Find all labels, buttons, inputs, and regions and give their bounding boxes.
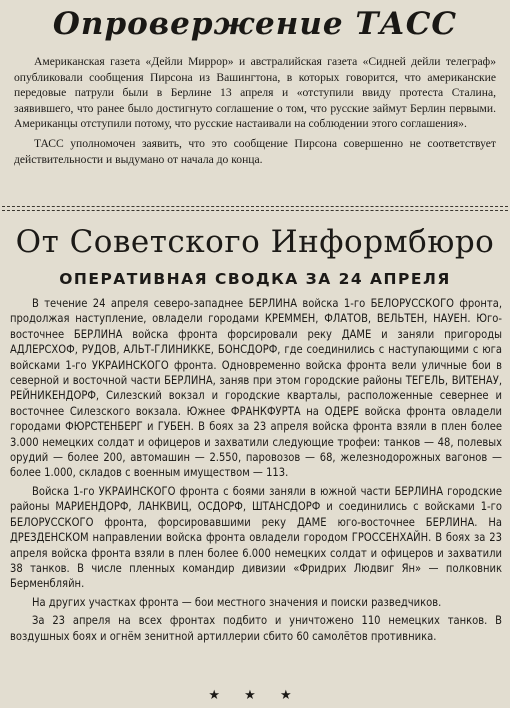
- section-divider-top: [2, 206, 508, 207]
- tass-article: [14, 54, 496, 167]
- sovinformburo-headline: От Советского Информбюро: [15, 224, 495, 260]
- tass-headline: Опровержение ТАСС: [52, 6, 458, 42]
- operational-summary-subtitle: ОПЕРАТИВНАЯ СВОДКА ЗА 24 АПРЕЛЯ: [59, 270, 451, 288]
- sovinformburo-article: [10, 296, 502, 644]
- star-separator: ★ ★ ★: [208, 688, 302, 703]
- summary-paragraph-2: Войска 1-го УКРАИНСКОГО фронта с боями заняли в южной части БЕРЛИНА городские районы МАРИЕНДОРФ, ЛАНКВИЦ, ОСДОРФ, ШТАНСДОРФ и соединились с войсками 1-го БЕЛОРУССКОГО фронта, форсировавшими реку ДАМЕ юго-восточнее БЕРЛИНА. На ДРЕЗДЕНСКОМ направлении войска фронта овладели городом ГРОССЕНХАЙН. В боях за 23 апреля войска фронта взяли в плен более 6.000 немецких солдат и офицеров и захватили 38 танков. В числе пленных командир дивизии «Фридрих Людвиг Ян» — полковник Берменбляйн.: [10, 484, 502, 591]
- tass-paragraph-1: Американская газета «Дейли Миррор» и австралийская газета «Сидней дейли телеграф» опубликовали сообщения Пирсона из Вашингтона, в которых говорится, что американские передовые патрули были в Берлине 13 апреля и «отступили ввиду протеста Сталина, заявившего, что ранее было достигнуто соглашение о том, что русские займут Берлин первыми. Американцы отступили потому, что русские настаивали на соблюдении этого соглашения».: [14, 55, 496, 131]
- summary-paragraph-3: На других участках фронта — бои местного значения и поиски разведчиков.: [32, 595, 442, 609]
- summary-paragraph-4: За 23 апреля на всех фронтах подбито и уничтожено 110 немецких танков. В воздушных боях и огнём зенитной артиллерии сбито 60 самолётов противника.: [10, 614, 502, 643]
- summary-paragraph-1: В течение 24 апреля северо-западнее БЕРЛИНА войска 1-го БЕЛОРУССКОГО фронта, продолжая наступление, овладели городами КРЕММЕН, ФЛАТОВ, ВЕЛЬТЕН, НАУЕН. Юго-восточнее БЕРЛИНА войска фронта форсировали реку ДАМЕ и заняли пригороды АДЛЕРСХОФ, РУДОВ, АЛЬТ-ГЛИНИККЕ, БОНСДОРФ, где соединились с наступающими с юга войсками 1-го УКРАИНСКОГО фронта. Одновременно войска фронта вели уличные бои в северной и восточной части БЕРЛИНА, заняв при этом городские районы ТЕГЕЛЬ, ВИТЕНАУ, РЕЙНИКЕНДОРФ, Силезский вокзал и городские кварталы, расположенные севернее и восточнее Силезского вокзала. Южнее ФРАНКФУРТА на ОДЕРЕ войска фронта овладели городами ФЮРСТЕНБЕРГ и ГУБЕН. В боях за 23 апреля войска фронта взяли в плен более 3.000 немецких солдат и офицеров и захватили следующие трофеи: танков — 48, полевых орудий — более 200, автомашин — 2.550, паровозов — 68, железнодорожных вагонов — более 1.000, складов с военным имуществом — 113.: [10, 297, 502, 480]
- section-divider-bottom: [2, 210, 508, 211]
- tass-paragraph-2: ТАСС уполномочен заявить, что это сообщение Пирсона совершенно не соответствует действительности и выдумано от начала до конца.: [14, 136, 496, 166]
